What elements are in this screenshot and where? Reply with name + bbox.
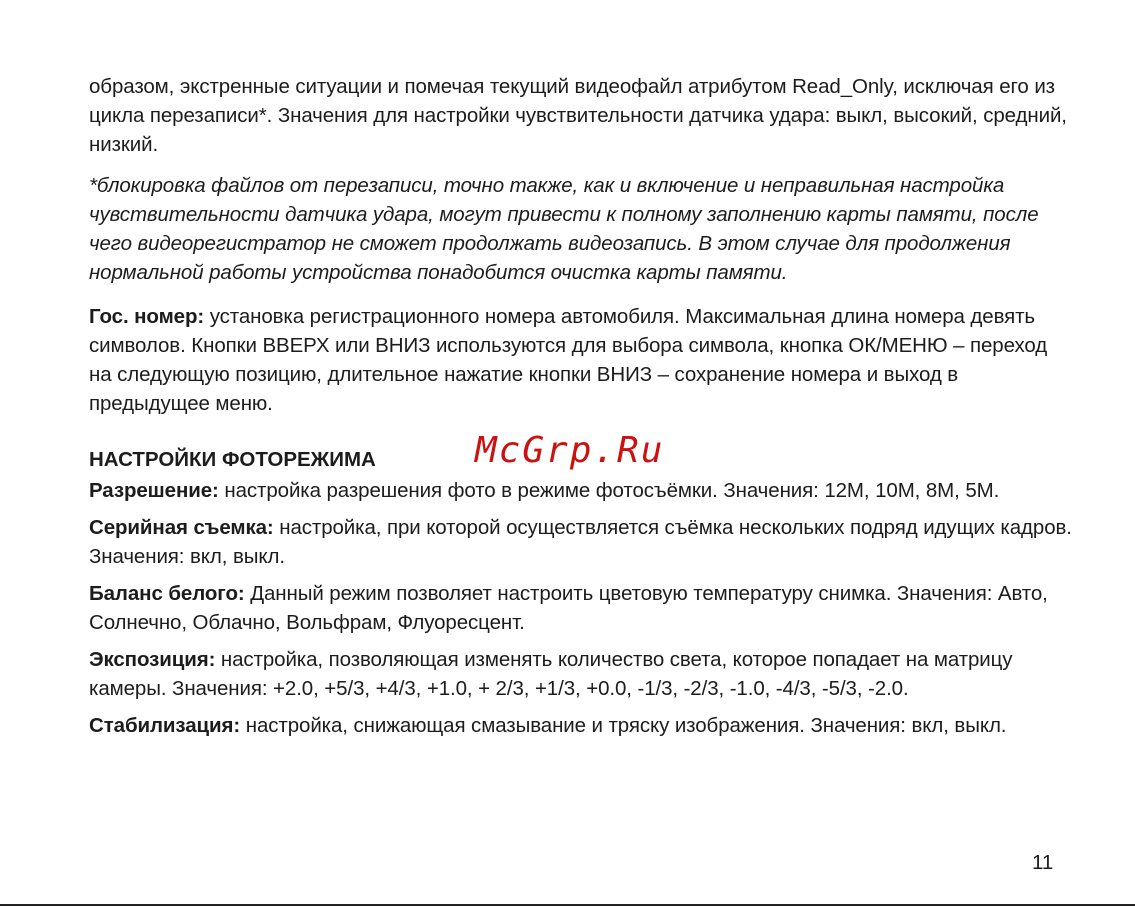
watermark: McGrp.Ru [475,430,665,471]
setting-text: Данный режим позволяет настроить цветовую температуру снимка. Значения: Авто, Солнечно, Облачно, Вольфрам, Флуоресцент. [89,582,1048,634]
setting-label: Экспозиция: [89,648,216,671]
gos-nomer-paragraph [89,302,1074,418]
setting-text: настройка разрешения фото в режиме фотосъёмки. Значения: 12M, 10M, 8M, 5M. [218,479,1000,502]
intro-paragraph: образом, экстренные ситуации и помечая текущий видеофайл атрибутом Read_Only, исключая его из цикла перезаписи*. Значения для настройки чувствительности датчика удара: выкл, высокий, средний, низкий. [89,75,1067,156]
page-content [89,72,1074,748]
setting-label: Баланс белого: [89,582,245,605]
section-header [89,430,1074,475]
setting-text: настройка, снижающая смазывание и тряску изображения. Значения: вкл, выкл. [240,714,1007,737]
setting-exposure [89,645,1074,703]
setting-stabilization [89,711,1074,740]
page-number: 11 [1032,851,1054,874]
setting-white-balance [89,579,1074,637]
setting-resolution [89,476,1074,505]
footnote: *блокировка файлов от перезаписи, точно также, как и включение и неправильная настройка чувствительности датчика удара, могут привести к полному заполнению карты памяти, после чего видеорегистратор не сможет продолжать видеозапись. В этом случае для продолжения нормальной работы устройства понадобится очистка карты памяти. [89,174,1039,284]
setting-text: настройка, при которой осуществляется съёмка нескольких подряд идущих кадров. Значения: вкл, выкл. [89,516,1072,568]
setting-label: Стабилизация: [89,714,241,737]
gos-nomer-label: Гос. номер: [89,305,205,328]
setting-label: Разрешение: [89,479,219,502]
setting-burst [89,513,1074,571]
setting-label: Серийная съемка: [89,516,274,539]
bottom-divider [0,904,1135,906]
setting-text: настройка, позволяющая изменять количество света, которое попадает на матрицу камеры. Значения: +2.0, +5/3, +4/3, +1.0, + 2/3, +1/3, +0.0, -1/3, -2/3, -1.0, -4/3, -5/3, -2.0. [89,648,1013,700]
section-title: НАСТРОЙКИ ФОТОРЕЖИМА [89,448,376,471]
gos-nomer-text: установка регистрационного номера автомобиля. Максимальная длина номера девять символов. Кнопки ВВЕРХ или ВНИЗ используются для выбора символа, кнопка ОК/МЕНЮ – переход на следующую позицию, длительное нажатие кнопки ВНИЗ – сохранение номера и выход в предыдущее меню. [89,305,1048,415]
